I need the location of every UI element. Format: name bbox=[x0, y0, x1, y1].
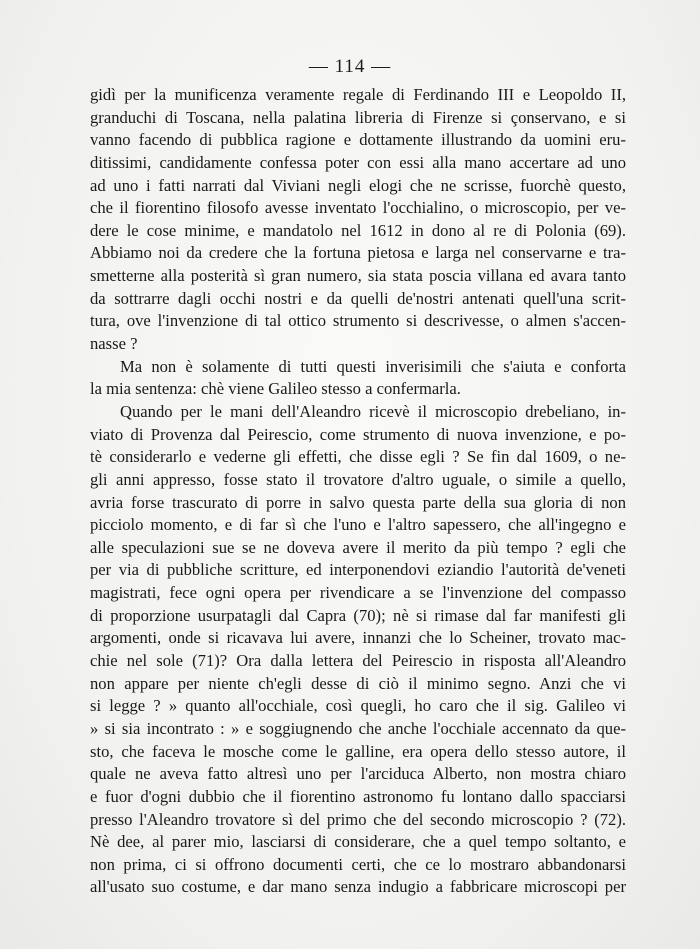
text-line: che il fiorentino filosofo avesse inventato l'occhialino, o microscopio, per ve- bbox=[90, 198, 626, 218]
body-text bbox=[90, 84, 626, 899]
text-line: la mia sentenza: chè viene Galileo stesso a confermarla. bbox=[90, 379, 461, 399]
text-line: dere le cose minime, e mandatolo nel 1612 in dono al re di Polonia (69). bbox=[90, 220, 626, 240]
text-line: argomenti, onde si ricavava lui avere, innanzi che lo Scheiner, trovato mac- bbox=[90, 628, 626, 648]
text-line: di proporzione usurpatagli dal Capra (70); nè si rimase dal far manifesti gli bbox=[90, 605, 626, 625]
text-line: granduchi di Toscana, nella palatina libreria di Firenze si çonservano, e si bbox=[90, 107, 626, 127]
text-line: e fuor d'ogni dubbio che il fiorentino astronomo fu lontano dallo spacciarsi bbox=[90, 786, 626, 806]
text-line: gidì per la munificenza veramente regale di Ferdinando III e Leopoldo II, bbox=[90, 85, 626, 104]
text-line: presso l'Aleandro trovatore sì del primo che del secondo microscopio ? (72). bbox=[90, 809, 626, 829]
text-line: picciolo momento, e di far sì che l'uno e l'altro sapessero, che all'ingegno e bbox=[90, 515, 626, 535]
text-line: chie nel sole (71)? Ora dalla lettera del Peirescio in risposta all'Aleandro bbox=[90, 651, 626, 671]
text-line: si legge ? » quanto all'occhiale, così quegli, ho caro che il sig. Galileo vi bbox=[90, 696, 626, 716]
text-line: Nè dee, al parer mio, lasciarsi di considerare, che a quel tempo soltanto, e bbox=[90, 832, 626, 852]
text-line: sto, che faceva le mosche come le galline, era opera dello stesso autore, il bbox=[90, 741, 626, 761]
text-line: da sottrarre dagli occhi nostri e da quelli de'nostri antenati quell'una scrit- bbox=[90, 288, 626, 308]
text-line: alle speculazioni sue se ne doveva avere il merito da più tempo ? egli che bbox=[90, 537, 626, 557]
text-line: avria forse trascurato di porre in salvo questa parte della sua gloria di non bbox=[90, 492, 626, 512]
text-line: gli anni appresso, fosse stato il trovatore d'altro uguale, o simile a quello, bbox=[90, 469, 626, 489]
text-line: nasse ? bbox=[90, 334, 138, 354]
text-line: » si sia incontrato : » e soggiugnendo che anche l'occhiale accennato da que- bbox=[90, 718, 626, 738]
text-line: per via di pubbliche scritture, ed interponendovi eziandio l'autorità de'veneti bbox=[90, 560, 626, 580]
text-line: all'usato suo costume, e dar mano senza indugio a fabbricare microscopi per bbox=[90, 877, 626, 897]
text-line: tè considerarlo e vederne gli effetti, che disse egli ? Se fin dal 1609, o ne- bbox=[90, 447, 626, 467]
text-line: Abbiamo noi da credere che la fortuna pietosa e larga nel conservarne e tra- bbox=[90, 243, 626, 263]
paragraph bbox=[90, 401, 626, 899]
text-line: quale ne aveva fatto altresì uno per l'arciduca Alberto, non mostra chiaro bbox=[90, 764, 626, 784]
text-line: viato di Provenza dal Peirescio, come strumento di nuova invenzione, e po- bbox=[90, 424, 626, 444]
text-line: Ma non è solamente di tutti questi inverisimili che s'aiuta e conforta bbox=[120, 356, 626, 376]
paragraph bbox=[90, 356, 626, 401]
text-line: Quando per le mani dell'Aleandro ricevè il microscopio drebeliano, in- bbox=[120, 401, 626, 421]
paragraph bbox=[90, 84, 626, 356]
text-line: ditissimi, candidamente confessa poter con essi alla mano accertare ad uno bbox=[90, 152, 626, 172]
text-line: tura, ove l'invenzione di tal ottico strumento si descrivesse, o almen s'accen- bbox=[90, 311, 626, 331]
page-number: — 114 — bbox=[308, 56, 392, 77]
text-line: non prima, ci si offrono documenti certi, che ce lo mostraro abbandonarsi bbox=[90, 854, 626, 874]
text-line: ad uno i fatti narrati dal Viviani negli elogi che ne scrisse, fuorchè questo, bbox=[90, 175, 626, 195]
text-line: magistrati, fece ogni opera per rivendicare a se l'invenzione del compasso bbox=[90, 583, 626, 603]
text-line: smetterne alla posterità sì gran numero, sia stata poscia villana ed avara tanto bbox=[90, 266, 626, 286]
text-line: non appare per niente ch'egli desse di ciò il minimo segno. Anzi che vi bbox=[90, 673, 626, 693]
text-line: vanno facendo di pubblica ragione e dottamente illustrando da uomini eru- bbox=[90, 130, 626, 150]
